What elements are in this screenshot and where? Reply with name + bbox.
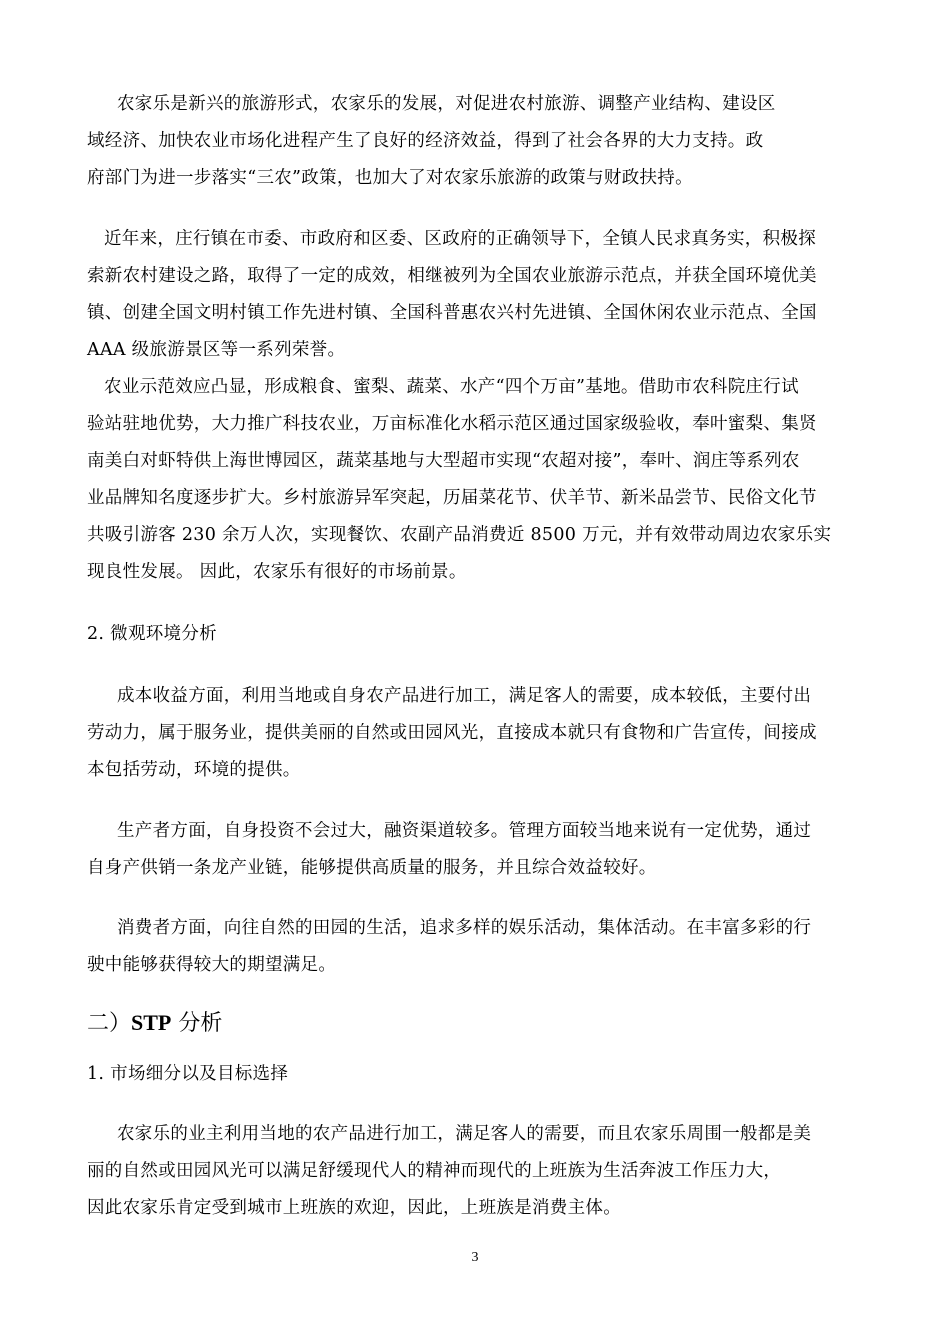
paragraph-line: 府部门为进一步落实“三农”政策，也加大了对农家乐旅游的政策与财政扶持。 — [87, 168, 693, 188]
paragraph-line: 自身产供销一条龙产业链，能够提供高质量的服务，并且综合效益较好。 — [87, 858, 657, 878]
page-number: 3 — [471, 1250, 479, 1265]
sub-heading: 2. 微观环境分析 — [87, 624, 217, 644]
paragraph-line: 南美白对虾特供上海世博园区，蔬菜基地与大型超市实现“农超对接”，奉叶、润庄等系列农 — [87, 451, 800, 471]
paragraph-line: 业品牌知名度逐步扩大。乡村旅游异军突起，历届菜花节、伏羊节、新米品尝节、民俗文化节 — [87, 488, 817, 508]
paragraph-line: 农家乐的业主利用当地的农产品进行加工，满足客人的需要，而且农家乐周围一般都是美 — [117, 1124, 812, 1144]
paragraph-line: 镇、创建全国文明村镇工作先进村镇、全国科普惠农兴村先进镇、全国休闲农业示范点、全国 — [87, 303, 817, 323]
section-heading-suffix: 分析 — [171, 1011, 223, 1036]
paragraph-line: 现良性发展。 因此，农家乐有很好的市场前景。 — [87, 562, 467, 582]
paragraph-line: 本包括劳动，环境的提供。 — [87, 760, 301, 780]
section-heading — [87, 1006, 222, 1037]
paragraph-line: 消费者方面，向往自然的田园的生活，追求多样的娱乐活动，集体活动。在丰富多彩的行 — [117, 918, 812, 938]
paragraph-line: AAA 级旅游景区等一系列荣誉。 — [87, 340, 346, 360]
paragraph-line: 共吸引游客 230 余万人次，实现餐饮、农副产品消费近 8500 万元，并有效带动周边农家乐实 — [87, 525, 832, 545]
sub-heading: 1. 市场细分以及目标选择 — [87, 1064, 289, 1084]
section-heading-bold: STP — [131, 1010, 172, 1035]
paragraph-line: 驶中能够获得较大的期望满足。 — [87, 955, 337, 975]
paragraph-line: 农业示范效应凸显，形成粮食、蜜梨、蔬菜、水产“四个万亩”基地。借助市农科院庄行试 — [104, 377, 799, 397]
paragraph-line: 域经济、加快农业市场化进程产生了良好的经济效益，得到了社会各界的大力支持。政 — [87, 131, 764, 151]
paragraph-line: 因此农家乐肯定受到城市上班族的欢迎，因此，上班族是消费主体。 — [87, 1198, 621, 1218]
paragraph-line: 验站驻地优势，大力推广科技农业，万亩标准化水稻示范区通过国家级验收，奉叶蜜梨、集贤 — [87, 414, 817, 434]
section-heading-prefix: 二） — [87, 1011, 132, 1036]
paragraph-line: 农家乐是新兴的旅游形式，农家乐的发展，对促进农村旅游、调整产业结构、建设区 — [117, 94, 776, 114]
paragraph-line: 生产者方面，自身投资不会过大，融资渠道较多。管理方面较当地来说有一定优势，通过 — [117, 821, 812, 841]
paragraph-line: 近年来，庄行镇在市委、市政府和区委、区政府的正确领导下，全镇人民求真务实，积极探 — [104, 229, 816, 249]
paragraph-line: 成本收益方面，利用当地或自身农产品进行加工，满足客人的需要，成本较低，主要付出 — [117, 686, 812, 706]
paragraph-line: 劳动力，属于服务业，提供美丽的自然或田园风光，直接成本就只有食物和广告宣传，间接成 — [87, 723, 817, 743]
paragraph-line: 索新农村建设之路，取得了一定的成效，相继被列为全国农业旅游示范点，并获全国环境优美 — [87, 266, 817, 286]
paragraph-line: 丽的自然或田园风光可以满足舒缓现代人的精神而现代的上班族为生活奔波工作压力大， — [87, 1161, 782, 1181]
